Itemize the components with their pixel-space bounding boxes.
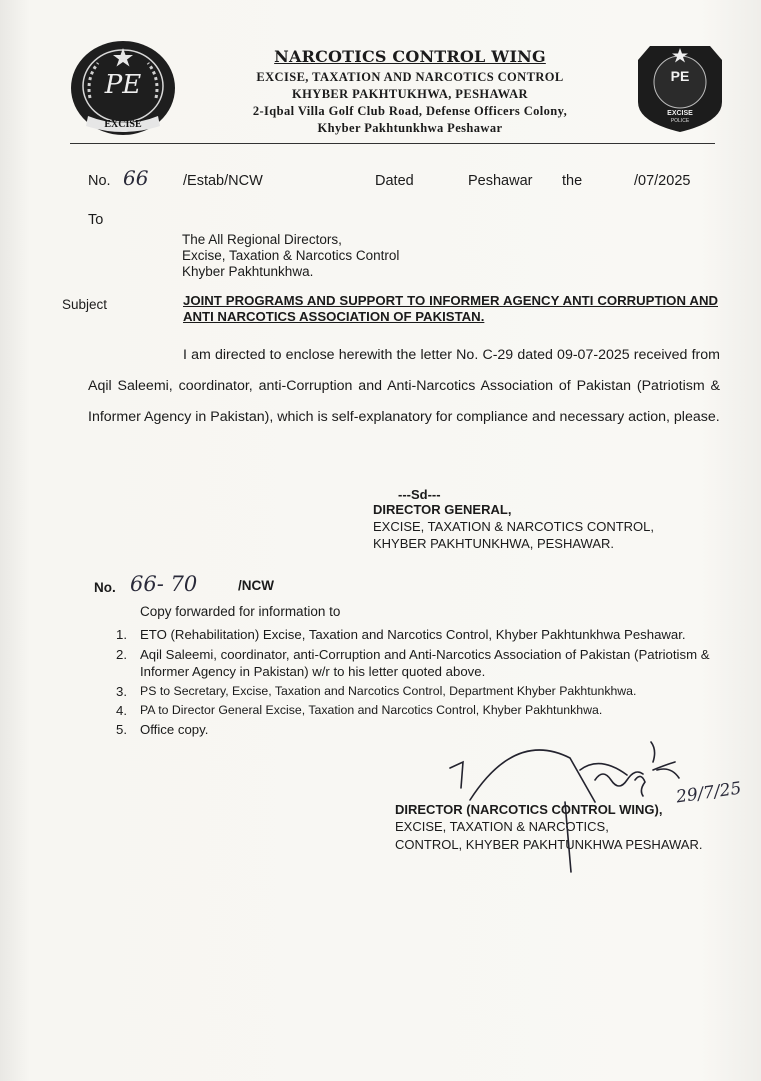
list-item: 1. ETO (Rehabilitation) Excise, Taxation and Narcotics Control, Khyber Pakhtunkhwa Peshawar. — [116, 627, 686, 642]
list-item: 5. Office copy. — [116, 722, 209, 737]
distribution-list — [116, 626, 716, 738]
right-logo-text-1: EXCISE — [667, 110, 693, 117]
dg-line-2: KHYBER PAKHTUNKHWA, PESHAWAR. — [373, 536, 615, 551]
subject-label: Subject — [62, 297, 108, 312]
endorsement-suffix: /NCW — [238, 578, 274, 593]
director-line-1: EXCISE, TAXATION & NARCOTICS, — [395, 819, 609, 834]
addressee-line-2: Excise, Taxation & Narcotics Control — [182, 248, 400, 263]
header-line-2: KHYBER PAKHTUKHWA, PESHAWAR — [292, 87, 528, 101]
endorsement-no-handwritten: 66- 70 — [130, 572, 198, 596]
right-logo-initials: PE — [670, 68, 690, 84]
copy-forwarded-text: Copy forwarded for information to — [140, 604, 341, 619]
header-title: NARCOTICS CONTROL WING — [274, 47, 546, 66]
dg-title: DIRECTOR GENERAL, — [373, 502, 512, 517]
list-item: 3. PS to Secretary, Excise, Taxation and Narcotics Control, Department Khyber Pakhtunkhwa. — [116, 684, 637, 699]
ref-dated-label: Dated — [375, 173, 414, 189]
ref-place: Peshawar — [468, 173, 533, 189]
handwritten-signature — [395, 740, 715, 880]
body-paragraph: I am directed to enclose herewith the letter No. C-29 dated 09-07-2025 received from Aqil Saleemi, coordinator, anti-Corruption and Anti-Narcotics Association of Pakistan (Patriotism & Informer Agency in Pakistan), which is self-explanatory for compliance and necessary action, please. — [88, 347, 720, 425]
ref-no-handwritten: 66 — [123, 166, 149, 190]
addressee-line-1: The All Regional Directors, — [182, 232, 342, 247]
sd-mark: ---Sd--- — [398, 487, 441, 502]
dg-line-1: EXCISE, TAXATION & NARCOTICS CONTROL, — [373, 519, 654, 534]
header-line-3: 2-Iqbal Villa Golf Club Road, Defense Officers Colony, — [252, 104, 568, 118]
director-title: DIRECTOR (NARCOTICS CONTROL WING), — [395, 802, 663, 817]
ref-date: /07/2025 — [634, 173, 691, 189]
endorsement-no-label: No. — [94, 580, 116, 595]
header-line-4: Khyber Pakhtunkhwa Peshawar — [317, 121, 503, 135]
subject-text: JOINT PROGRAMS AND SUPPORT TO INFORMER AGENCY ANTI CORRUPTION AND ANTI NARCOTICS ASSOCIATION OF PAKISTAN. — [183, 293, 718, 324]
list-item: 4. PA to Director General Excise, Taxation and Narcotics Control, Khyber Pakhtunkhwa. — [116, 703, 603, 718]
to-label: To — [88, 212, 104, 228]
director-line-2: CONTROL, KHYBER PAKHTUNKHWA PESHAWAR. — [395, 837, 703, 852]
header-line-1: EXCISE, TAXATION AND NARCOTICS CONTROL — [256, 70, 564, 84]
left-logo-banner: EXCISE — [104, 119, 142, 130]
ref-the: the — [562, 173, 583, 189]
addressee-line-3: Khyber Pakhtunkhwa. — [182, 264, 314, 279]
pe-excise-police-badge-right — [636, 42, 724, 134]
pe-excise-logo-left — [68, 38, 178, 138]
ref-estab: /Estab/NCW — [183, 173, 263, 189]
ref-no-label: No. — [88, 173, 111, 189]
right-logo-text-2: POLICE — [670, 118, 690, 124]
list-item: 2. Aqil Saleemi, coordinator, anti-Corruption and Anti-Narcotics Association of Pakistan (Patriotism & Informer Agency in Pakistan) w/r to his letter quoted above. — [116, 647, 710, 679]
handwritten-date: 29/7/25 — [674, 778, 743, 808]
header-divider — [70, 143, 715, 144]
left-logo-initials: PE — [104, 70, 142, 100]
